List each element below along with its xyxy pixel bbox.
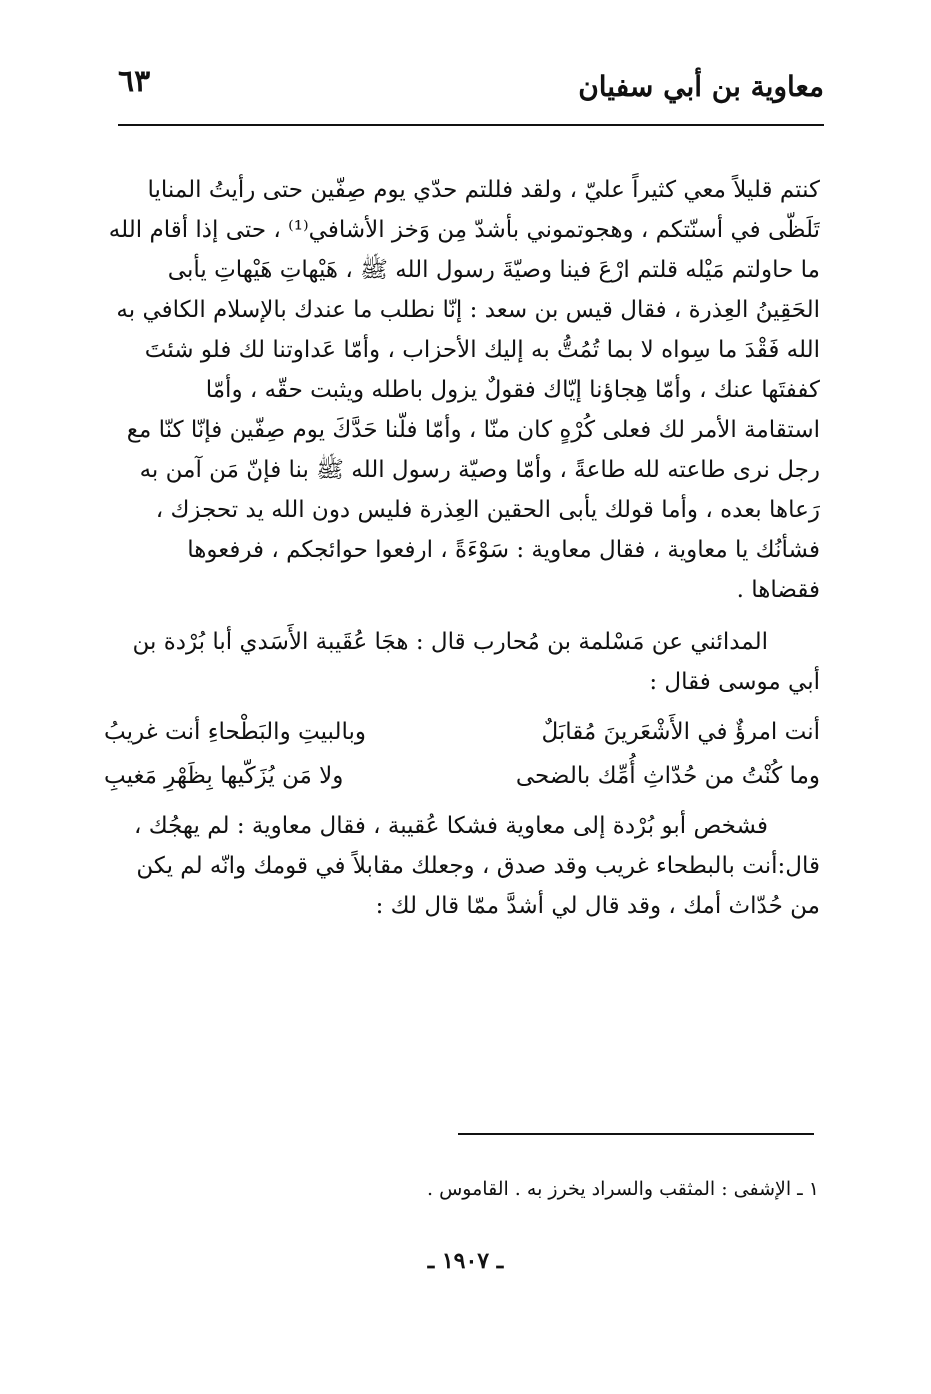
main-text: [104, 170, 820, 926]
text-line: ما حاولتم مَيْله قلتم ارْعَ فينا وصيّةَ رسول الله ﷺ ، هَيْهاتِ هَيْهاتِ يأبى: [167, 257, 820, 283]
verse-first-half: وما كُنْتُ من حُدّاثِ أُمِّك بالضحى: [515, 763, 820, 789]
text-line: كنتم قليلاً معي كثيراً عليّ ، ولقد فللتم حدّي يوم صِفّين حتى رأيتُ المنايا: [147, 177, 820, 203]
verse-first-half: أنت امرؤٌ في الأَشْعَرينَ مُقابَلٌ: [541, 719, 820, 745]
paragraph-3: [104, 806, 820, 926]
page-number: ٦٣: [118, 64, 151, 99]
text-line: فقضاها .: [736, 577, 820, 603]
paragraph-2: [104, 622, 820, 702]
poem-verse: [104, 710, 820, 754]
text-line: رجل نرى طاعته لله طاعةً ، وأمّا وصيّة رسول الله ﷺ بنا فإنّ مَن آمن به: [139, 457, 820, 483]
footnote-divider: [458, 1133, 814, 1135]
paragraph-1: [104, 170, 820, 610]
text-line: فشخص أبو بُرْدة إلى معاوية فشكا عُقيبة ، فقال معاوية : لم يهجُك ،: [133, 813, 768, 839]
verse-second-half: ولا مَن يُزَكّيها بِظَهْرِ مَغيبِ: [104, 763, 344, 789]
paragraph-gap: [104, 610, 820, 622]
poem: [104, 710, 820, 798]
chapter-title: معاوية بن أبي سفيان: [578, 70, 824, 103]
text-line: استقامة الأمر لك فعلى كُرْهٍ كان منّا ، وأمّا فلّنا حَدَّكَ يوم صِفّين فإنّا كنّا مع: [126, 417, 820, 443]
text-line: الله فَقْدَ ما سِواه لا بما تُمُتُّ به إليك الأحزاب ، وأمّا عَداوتنا لك فلو شئتَ: [144, 337, 820, 363]
footnote: ١ ـ الإشفى : المثقب والسراد يخرز به . القاموس .: [427, 1178, 819, 1200]
verse-second-half: وبالبيتِ والبَطْحاءِ أنت غريبُ: [104, 719, 366, 745]
text-line: تَلَظّى في أسنّتكم ، وهجوتموني بأشدّ مِن وَخز الأشافي⁽¹⁾ ، حتى إذا أقام الله: [108, 217, 820, 243]
header-divider: [118, 124, 824, 126]
text-line: قال:أنت بالبطحاء غريب وقد صدق ، وجعلك مقابلاً في قومك وانّه لم يكن: [136, 853, 820, 879]
text-line: كففتَها عنك ، وأمّا هِجاؤنا إيّاك فقولٌ يزول باطله ويثبت حقّه ، وأمّا: [205, 377, 820, 403]
poem-verse: [104, 754, 820, 798]
text-line: رَعاها بعده ، وأما قولك يأبى الحقين العِذرة فليس دون الله يد تحجزك ،: [155, 497, 820, 523]
text-line: فشأنُك يا معاوية ، فقال معاوية : سَوْءَةً ، ارفعوا حوائجكم ، فرفعوها: [187, 537, 820, 563]
text-line: من حُدّاث أمك ، وقد قال لي أشدَّ ممّا قال لك :: [375, 893, 820, 919]
running-header: [118, 62, 824, 122]
text-line: الحَقِينُ العِذرة ، فقال قيس بن سعد : إنّا نطلب ما عندك بالإسلام الكافي به: [116, 297, 820, 323]
text-line: المدائني عن مَسْلمة بن مُحارب قال : هجَا عُقَيبة الأَسَدي أبا بُرْدة بن: [132, 629, 768, 655]
folio-number: ـ ١٩٠٧ ـ: [427, 1248, 504, 1274]
text-line: أبي موسى فقال :: [649, 669, 820, 695]
